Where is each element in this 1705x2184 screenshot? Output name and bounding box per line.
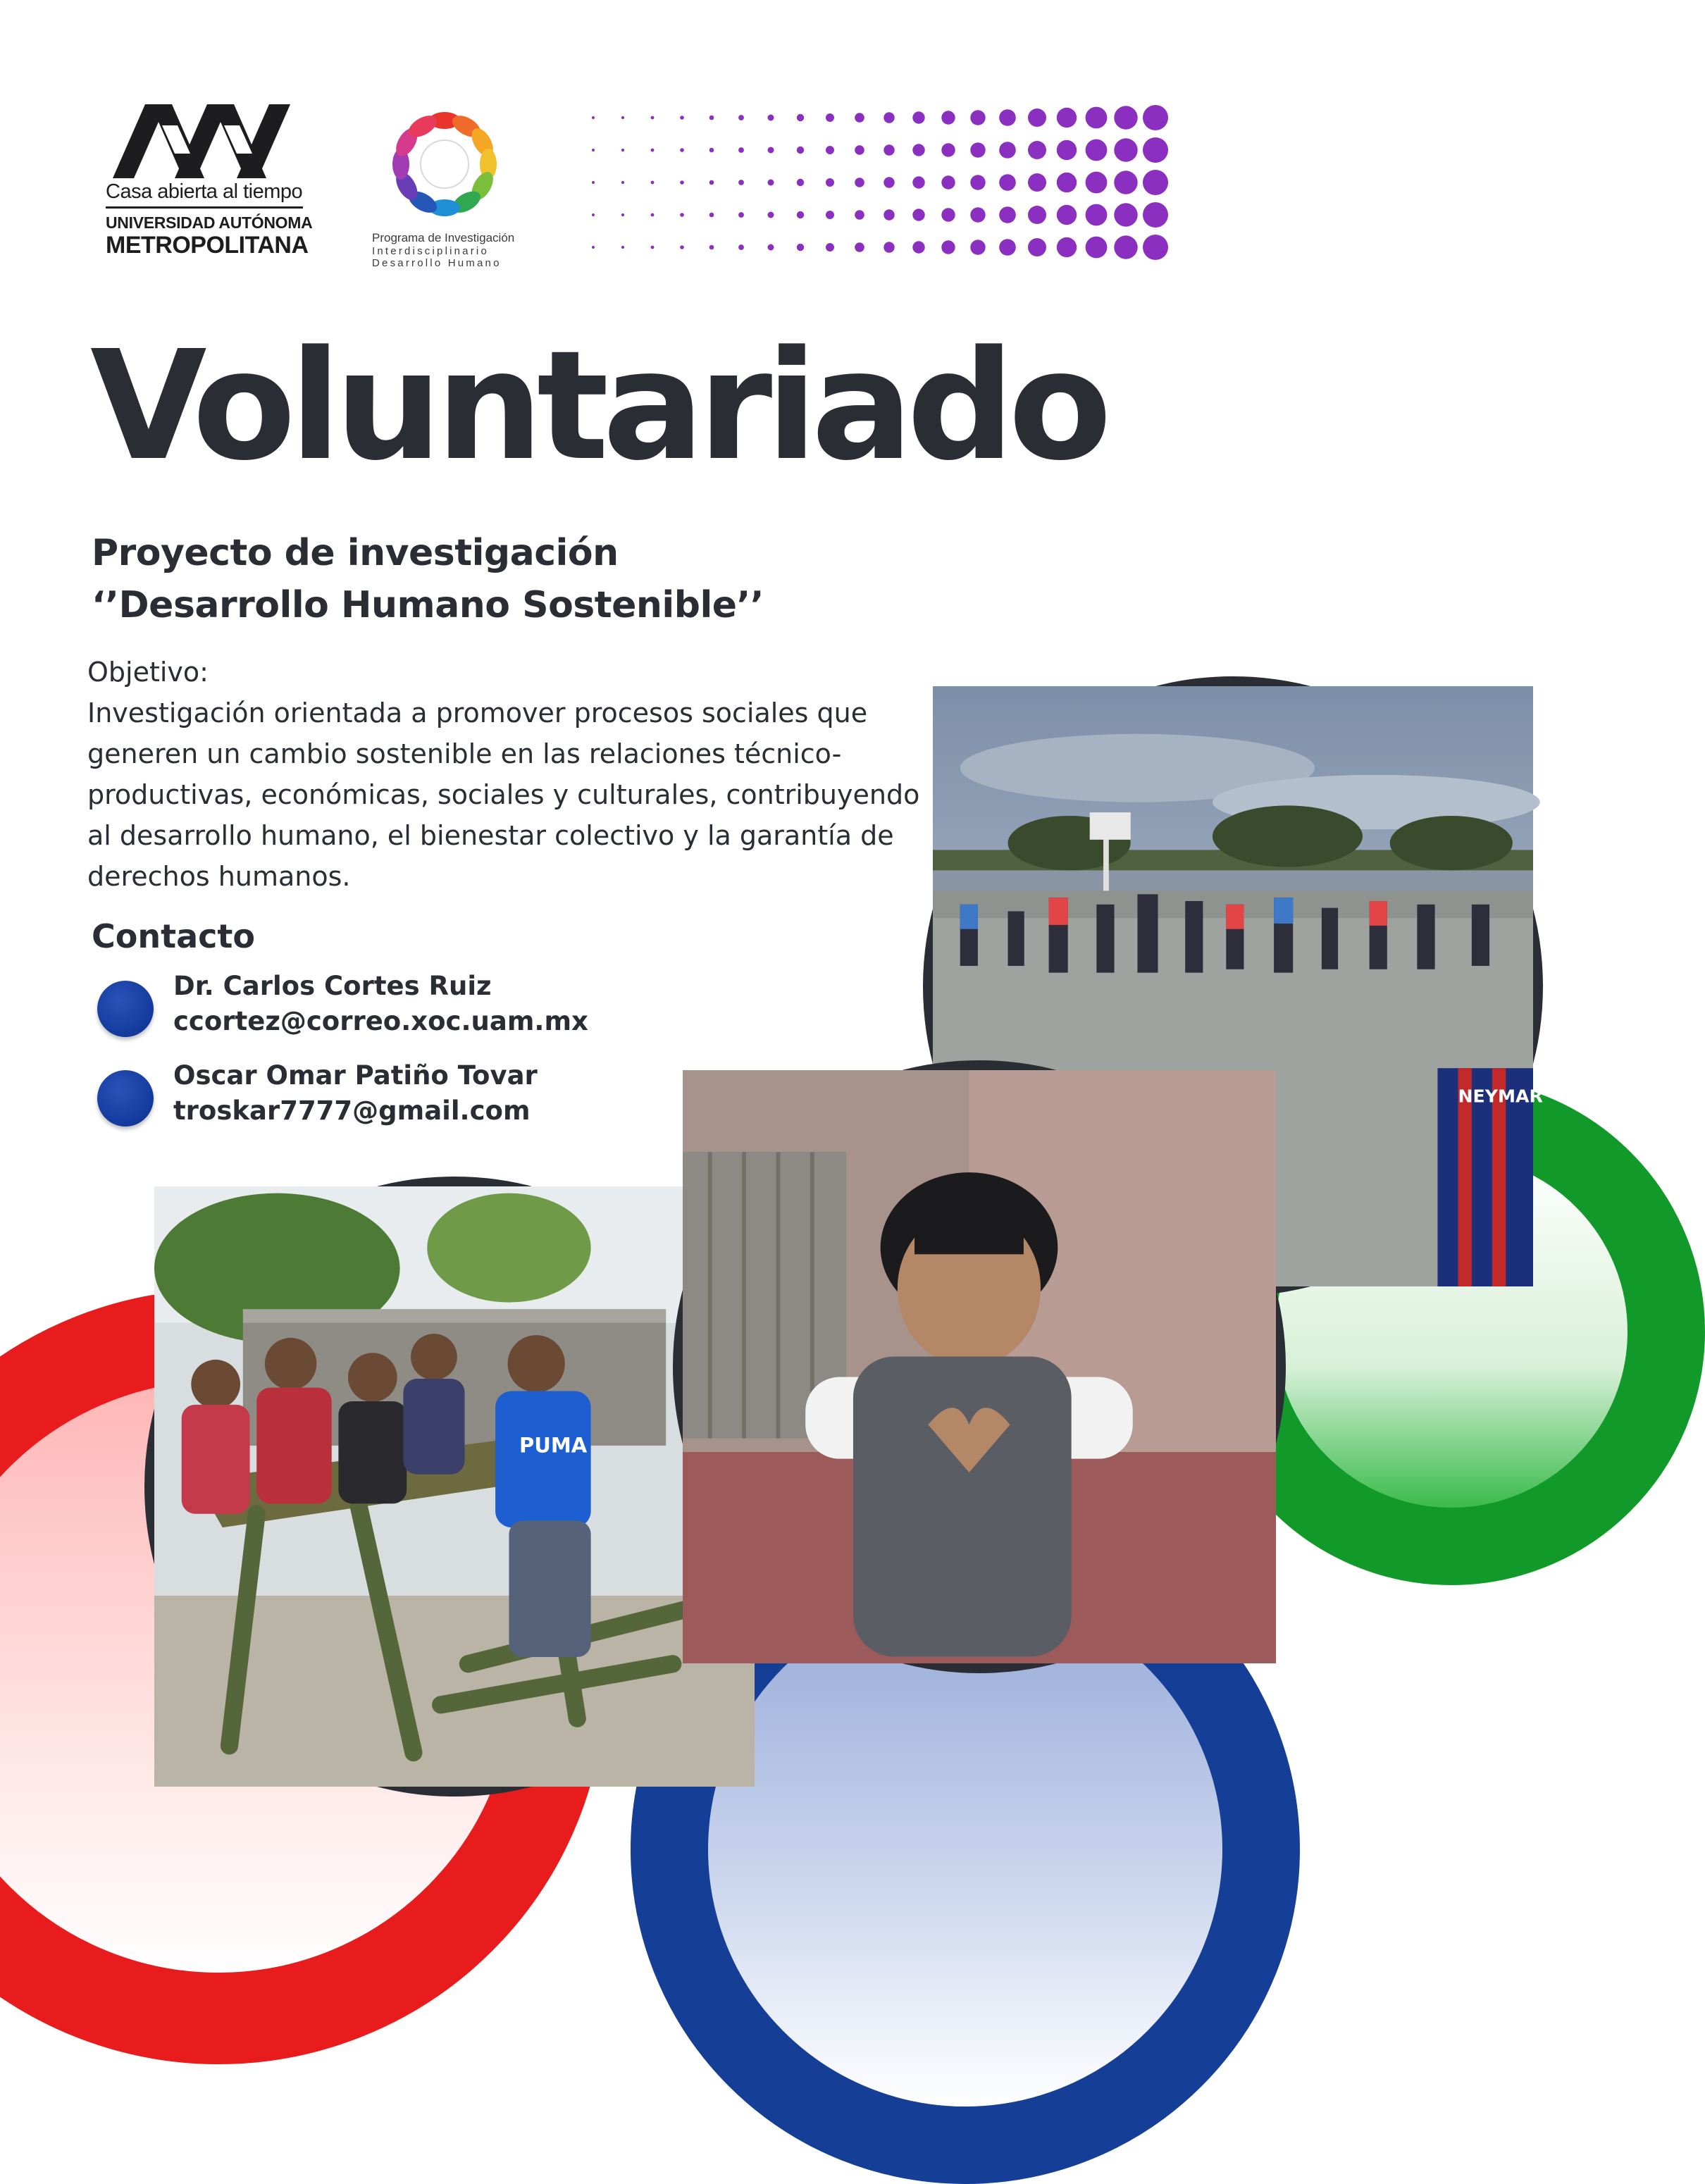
photo-youth-bamboo-table	[144, 1177, 764, 1797]
contact-item	[97, 1060, 633, 1138]
contact-name: Dr. Carlos Cortes Ruiz	[173, 971, 492, 1001]
uam-emblem-icon	[113, 104, 296, 178]
uam-university: UNIVERSIDAD AUTÓNOMA	[106, 213, 313, 232]
objective-text: Investigación orientada a promover procesos sociales que generen un cambio sostenible en las relaciones técnico-productivas, económicas, sociales y culturales, contribuyendo al desarrollo humano, el bienestar colectivo y la garantía de derechos humanos.	[87, 697, 920, 892]
program-line-3: Desarrollo Humano	[372, 256, 502, 269]
program-logo	[372, 97, 520, 280]
uam-logo	[106, 104, 313, 273]
purple-dot-pattern	[585, 102, 1191, 271]
objective-section	[87, 652, 947, 897]
jersey-text: NEYMAR	[1458, 1086, 1543, 1107]
contact-email[interactable]: ccortez@correo.xoc.uam.mx	[173, 1006, 588, 1036]
program-line-1: Programa de Investigación	[372, 231, 515, 244]
page-title: Voluntariado	[90, 318, 1106, 494]
shirt-text: PUMA	[519, 1433, 588, 1458]
contact-heading: Contacto	[92, 917, 255, 955]
contact-name: Oscar Omar Patiño Tovar	[173, 1060, 538, 1091]
photo-boy-heart-hands	[673, 1060, 1286, 1673]
contact-item	[97, 971, 633, 1048]
contact-bullet-icon	[97, 1070, 154, 1127]
project-subtitle	[92, 527, 764, 631]
subtitle-line-2: ‘’Desarrollo Humano Sostenible’’	[92, 584, 764, 626]
subtitle-line-1: Proyecto de investigación	[92, 532, 619, 574]
uam-city: METROPOLITANA	[106, 231, 309, 259]
objective-label: Objetivo:	[87, 657, 209, 688]
contact-bullet-icon	[97, 981, 154, 1037]
contact-email[interactable]: troskar7777@gmail.com	[173, 1096, 531, 1126]
uam-tagline: Casa abierta al tiempo	[106, 181, 303, 209]
program-line-2: Interdisciplinario	[372, 244, 489, 257]
program-flower-icon	[378, 97, 512, 231]
